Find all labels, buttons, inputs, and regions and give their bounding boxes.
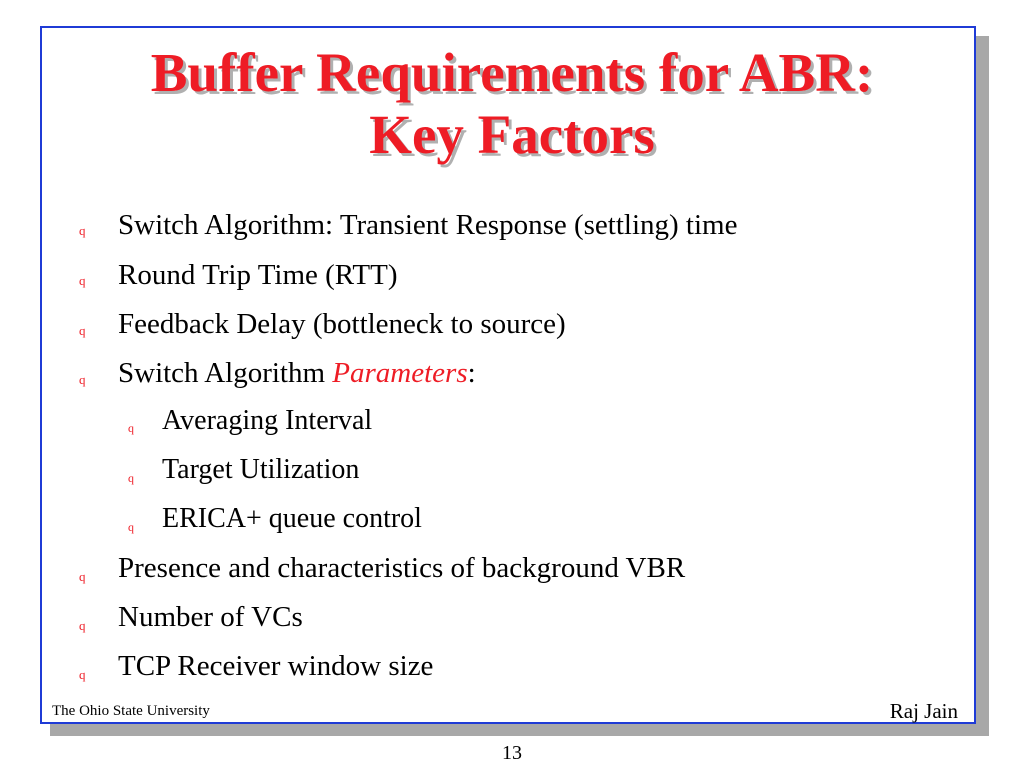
bullet-icon: q bbox=[79, 323, 86, 338]
sub-list-item: ERICA+ queue control bbox=[162, 503, 422, 534]
page-number: 13 bbox=[502, 742, 522, 764]
bullet-icon: q bbox=[79, 667, 86, 682]
sub-bullet-icon: q bbox=[128, 421, 134, 435]
title-line-1: Buffer Requirements for ABR: bbox=[150, 42, 874, 103]
bullet-icon: q bbox=[79, 569, 86, 584]
bullet-icon: q bbox=[79, 223, 86, 238]
bullet-icon: q bbox=[79, 618, 86, 633]
sub-bullet-icon: q bbox=[128, 471, 134, 485]
parameters-emphasis: Parameters bbox=[332, 357, 468, 389]
title-line-2: Key Factors bbox=[369, 104, 655, 165]
list-item-text: Switch Algorithm bbox=[118, 357, 333, 389]
bullet-icon: q bbox=[79, 372, 86, 387]
list-item: TCP Receiver window size bbox=[118, 650, 434, 682]
bullet-icon: q bbox=[79, 273, 86, 288]
list-item: Feedback Delay (bottleneck to source) bbox=[118, 308, 566, 340]
sub-bullet-icon: q bbox=[128, 520, 134, 534]
list-item: Presence and characteristics of background VBR bbox=[118, 552, 686, 584]
list-item: Round Trip Time (RTT) bbox=[118, 259, 398, 291]
list-item: Number of VCs bbox=[118, 601, 303, 633]
list-item bbox=[118, 356, 476, 390]
footer-author: Raj Jain bbox=[889, 699, 958, 723]
list-item-suffix: : bbox=[467, 357, 476, 389]
list-item: Switch Algorithm: Transient Response (settling) time bbox=[118, 209, 738, 241]
sub-list-item: Target Utilization bbox=[162, 454, 360, 485]
sub-list-item: Averaging Interval bbox=[162, 405, 373, 436]
footer-institution: The Ohio State University bbox=[52, 703, 210, 719]
